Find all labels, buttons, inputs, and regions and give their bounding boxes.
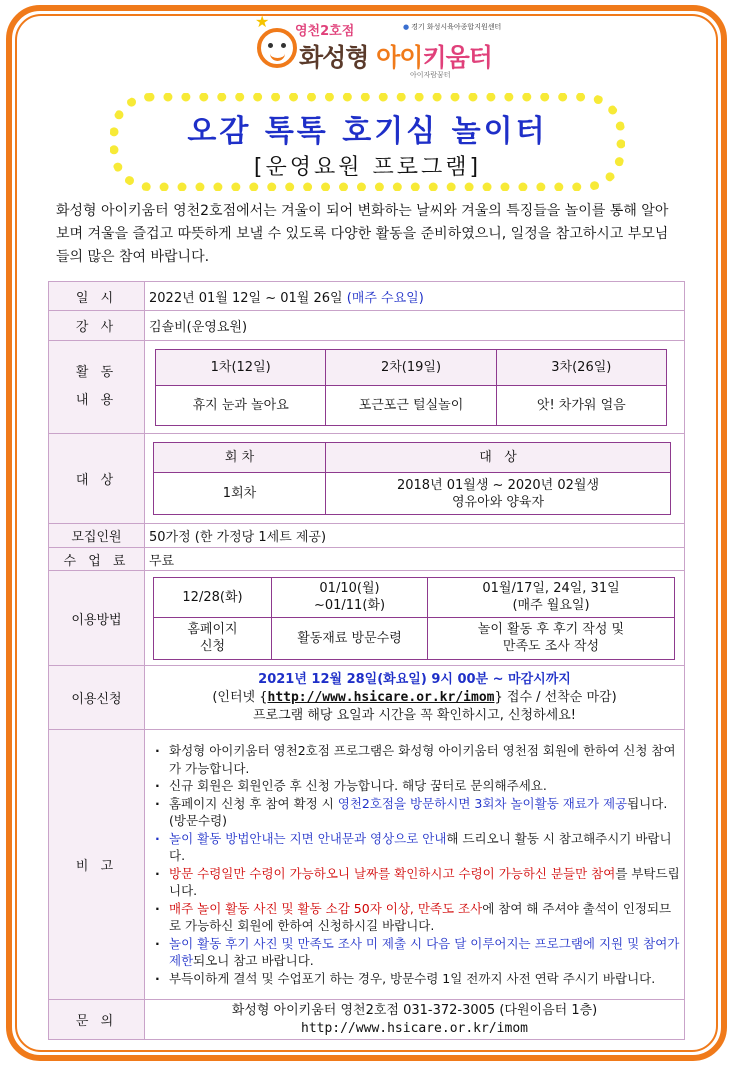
apply-url-link[interactable]: http://www.hsicare.or.kr/imom bbox=[267, 689, 495, 705]
value-recruit: 50가정 (한 가정당 1세트 제공) bbox=[145, 524, 685, 548]
intro-text: 화성형 아이키움터 영천2호점에서는 겨울이 되어 변화하는 날씨와 겨울의 특징들을 놀이를 통해 알아보며 겨울을 즐겁고 따뜻하게 보낼 수 있도록 다양한 활동을 준비하였으니, 일정을 참고하시고 부모님들의 많은 참여 바랍니다. bbox=[56, 203, 669, 265]
usage-s2: 활동재료 방문수령 bbox=[272, 617, 428, 659]
label-contact: 문 의 bbox=[49, 1000, 145, 1040]
row-apply bbox=[49, 666, 685, 730]
note-item: · 부득이하게 결석 및 수업포기 하는 경우, 방문수령 1일 전까지 사전 연락 주시기 바랍니다. bbox=[149, 970, 680, 988]
note-3-a: 홈페이지 신청 후 참여 확정 시 bbox=[169, 795, 338, 811]
activity-item-3: 앗! 차가워 얼음 bbox=[496, 385, 666, 425]
usage-table bbox=[153, 577, 675, 660]
target-range-line1: 2018년 01월생 ~ 2020년 02월생 bbox=[396, 477, 600, 493]
date-note: (매주 수요일) bbox=[346, 290, 424, 306]
logo-branch: 영천2호점 bbox=[295, 24, 355, 39]
label-target: 대 상 bbox=[49, 434, 145, 524]
note-5-b: 를 부탁드립니다. bbox=[169, 865, 680, 898]
logo-main-b: 아이 bbox=[376, 43, 423, 72]
note-item: · 화성형 아이키움터 영천2호점 프로그램은 화성형 아이키움터 영천점 회원에 한하여 신청 참여가 가능합니다. bbox=[149, 742, 680, 777]
usage-h1: 12/28(화) bbox=[154, 577, 272, 617]
value-teacher: 김솔비(운영요원) bbox=[145, 311, 685, 341]
note-item: · 신규 회원은 회원인증 후 신청 가능합니다. 해당 꿈터로 문의해주세요. bbox=[149, 777, 680, 795]
row-recruit bbox=[49, 524, 685, 548]
usage-h2-line1: 01/10(월) bbox=[319, 581, 380, 596]
label-recruit: 모집인원 bbox=[49, 524, 145, 548]
row-contact bbox=[49, 1000, 685, 1040]
apply-reminder: 프로그램 해당 요일과 시간을 꼭 확인하시고, 신청하세요! bbox=[253, 707, 576, 723]
usage-h3 bbox=[428, 577, 675, 617]
usage-s3-line1: 놀이 활동 후 후기 작성 및 bbox=[477, 622, 625, 637]
note-3-b: 영천2호점을 방문하시면 3회차 놀이활동 재료가 제공 bbox=[337, 795, 628, 811]
usage-s3 bbox=[428, 617, 675, 659]
activity-header-2: 2차(19일) bbox=[326, 349, 496, 385]
usage-s3-line2: 만족도 조사 작성 bbox=[502, 639, 600, 654]
note-5-a: 방문 수령일만 수령이 가능하오니 날짜를 확인하시고 수령이 가능하신 분들만 참여 bbox=[169, 865, 616, 881]
label-date: 일 시 bbox=[49, 282, 145, 311]
note-item bbox=[149, 830, 680, 865]
apply-period: 2021년 12월 28일(화요일) 9시 00분 ~ 마감시까지 bbox=[258, 671, 571, 687]
apply-method-pre: (인터넷 { bbox=[212, 689, 268, 705]
note-6-b: 에 참여 해 주셔야 출석이 인정되므로 가능하신 회원에 한하여 신청하시길 바랍니다. bbox=[169, 900, 672, 933]
logo-sub: 아이자람꿈터 bbox=[410, 71, 451, 79]
label-activity-1: 활 동 bbox=[75, 365, 118, 380]
apply-method-post: } 접수 / 선착순 마감) bbox=[494, 689, 617, 705]
label-teacher: 강 사 bbox=[49, 311, 145, 341]
usage-s1-line2: 신청 bbox=[199, 639, 226, 654]
note-4-a: 놀이 활동 방법안내는 지면 안내문과 영상으로 안내 bbox=[169, 830, 447, 846]
logo-main-c: 키움터 bbox=[422, 43, 492, 72]
row-notes bbox=[49, 730, 685, 1000]
note-item bbox=[149, 865, 680, 900]
title-box bbox=[110, 93, 625, 191]
row-fee bbox=[49, 548, 685, 571]
logo bbox=[255, 12, 502, 82]
value-target bbox=[145, 434, 685, 524]
smiley-face-icon bbox=[257, 28, 297, 68]
usage-h3-line1: 01월/17일, 24일, 31일 bbox=[482, 581, 620, 596]
logo-main bbox=[299, 38, 492, 74]
activity-header-3: 3차(26일) bbox=[496, 349, 666, 385]
usage-h3-line2: (매주 월요일) bbox=[512, 598, 590, 613]
target-header-round: 회 차 bbox=[154, 443, 326, 473]
value-contact bbox=[145, 1000, 685, 1040]
note-item bbox=[149, 935, 680, 970]
note-7-a: 놀이 활동 후기 사진 및 만족도 조사 미 제출 시 다음 달 이루어지는 프로그램에 지원 및 참여가 제한 bbox=[169, 935, 680, 968]
value-date bbox=[145, 282, 685, 311]
usage-s1 bbox=[154, 617, 272, 659]
usage-h2-line2: ~01/11(화) bbox=[313, 598, 386, 613]
value-activity bbox=[145, 341, 685, 434]
value-notes bbox=[145, 730, 685, 1000]
page-subtitle: [운영요원 프로그램] bbox=[253, 155, 482, 180]
label-activity bbox=[49, 341, 145, 434]
contact-url-link[interactable]: http://www.hsicare.or.kr/imom bbox=[301, 1020, 528, 1036]
usage-s1-line1: 홈페이지 bbox=[187, 622, 238, 637]
value-fee: 무료 bbox=[145, 548, 685, 571]
label-activity-2: 내 용 bbox=[75, 393, 118, 408]
target-round: 1회차 bbox=[154, 473, 326, 515]
star-icon: ★ bbox=[255, 12, 270, 31]
value-apply bbox=[145, 666, 685, 730]
note-3-c: 됩니다.(방문수령) bbox=[169, 795, 668, 828]
target-header-range: 대 상 bbox=[326, 443, 671, 473]
activity-item-1: 휴지 눈과 놀아요 bbox=[156, 385, 326, 425]
logo-main-a: 화성형 bbox=[299, 43, 377, 72]
row-usage bbox=[49, 571, 685, 666]
row-activity bbox=[49, 341, 685, 434]
note-6-a: 매주 놀이 활동 사진 및 활동 소감 50자 이상, 만족도 조사 bbox=[169, 900, 483, 916]
value-usage bbox=[145, 571, 685, 666]
logo-center-name: ● 경기 화성시육아종합지원센터 bbox=[403, 22, 501, 32]
info-table bbox=[48, 281, 685, 1040]
note-7-b: 되오니 참고 바랍니다. bbox=[193, 953, 314, 968]
label-notes: 비 고 bbox=[49, 730, 145, 1000]
activity-item-2: 포근포근 털실놀이 bbox=[326, 385, 496, 425]
target-table bbox=[153, 442, 671, 515]
note-item bbox=[149, 795, 680, 830]
contact-info: 화성형 아이키움터 영천2호점 031-372-3005 (다원이음터 1층) bbox=[231, 1002, 598, 1018]
row-date bbox=[49, 282, 685, 311]
label-apply: 이용신청 bbox=[49, 666, 145, 730]
target-range bbox=[326, 473, 671, 515]
activity-table bbox=[155, 349, 667, 426]
activity-header-1: 1차(12일) bbox=[156, 349, 326, 385]
date-range: 2022년 01월 12일 ~ 01월 26일 bbox=[149, 290, 347, 306]
note-item bbox=[149, 900, 680, 935]
notes-list bbox=[145, 739, 684, 990]
row-teacher bbox=[49, 311, 685, 341]
page-title: 오감 톡톡 호기심 놀이터 bbox=[187, 114, 548, 149]
apply-method bbox=[145, 689, 684, 707]
target-range-line2: 영유아와 양육자 bbox=[451, 494, 545, 510]
label-usage: 이용방법 bbox=[49, 571, 145, 666]
label-fee: 수 업 료 bbox=[49, 548, 145, 571]
usage-h2 bbox=[272, 577, 428, 617]
row-target bbox=[49, 434, 685, 524]
note-4-b: 해 드리오니 활동 시 참고해주시기 바랍니다. bbox=[169, 830, 672, 863]
